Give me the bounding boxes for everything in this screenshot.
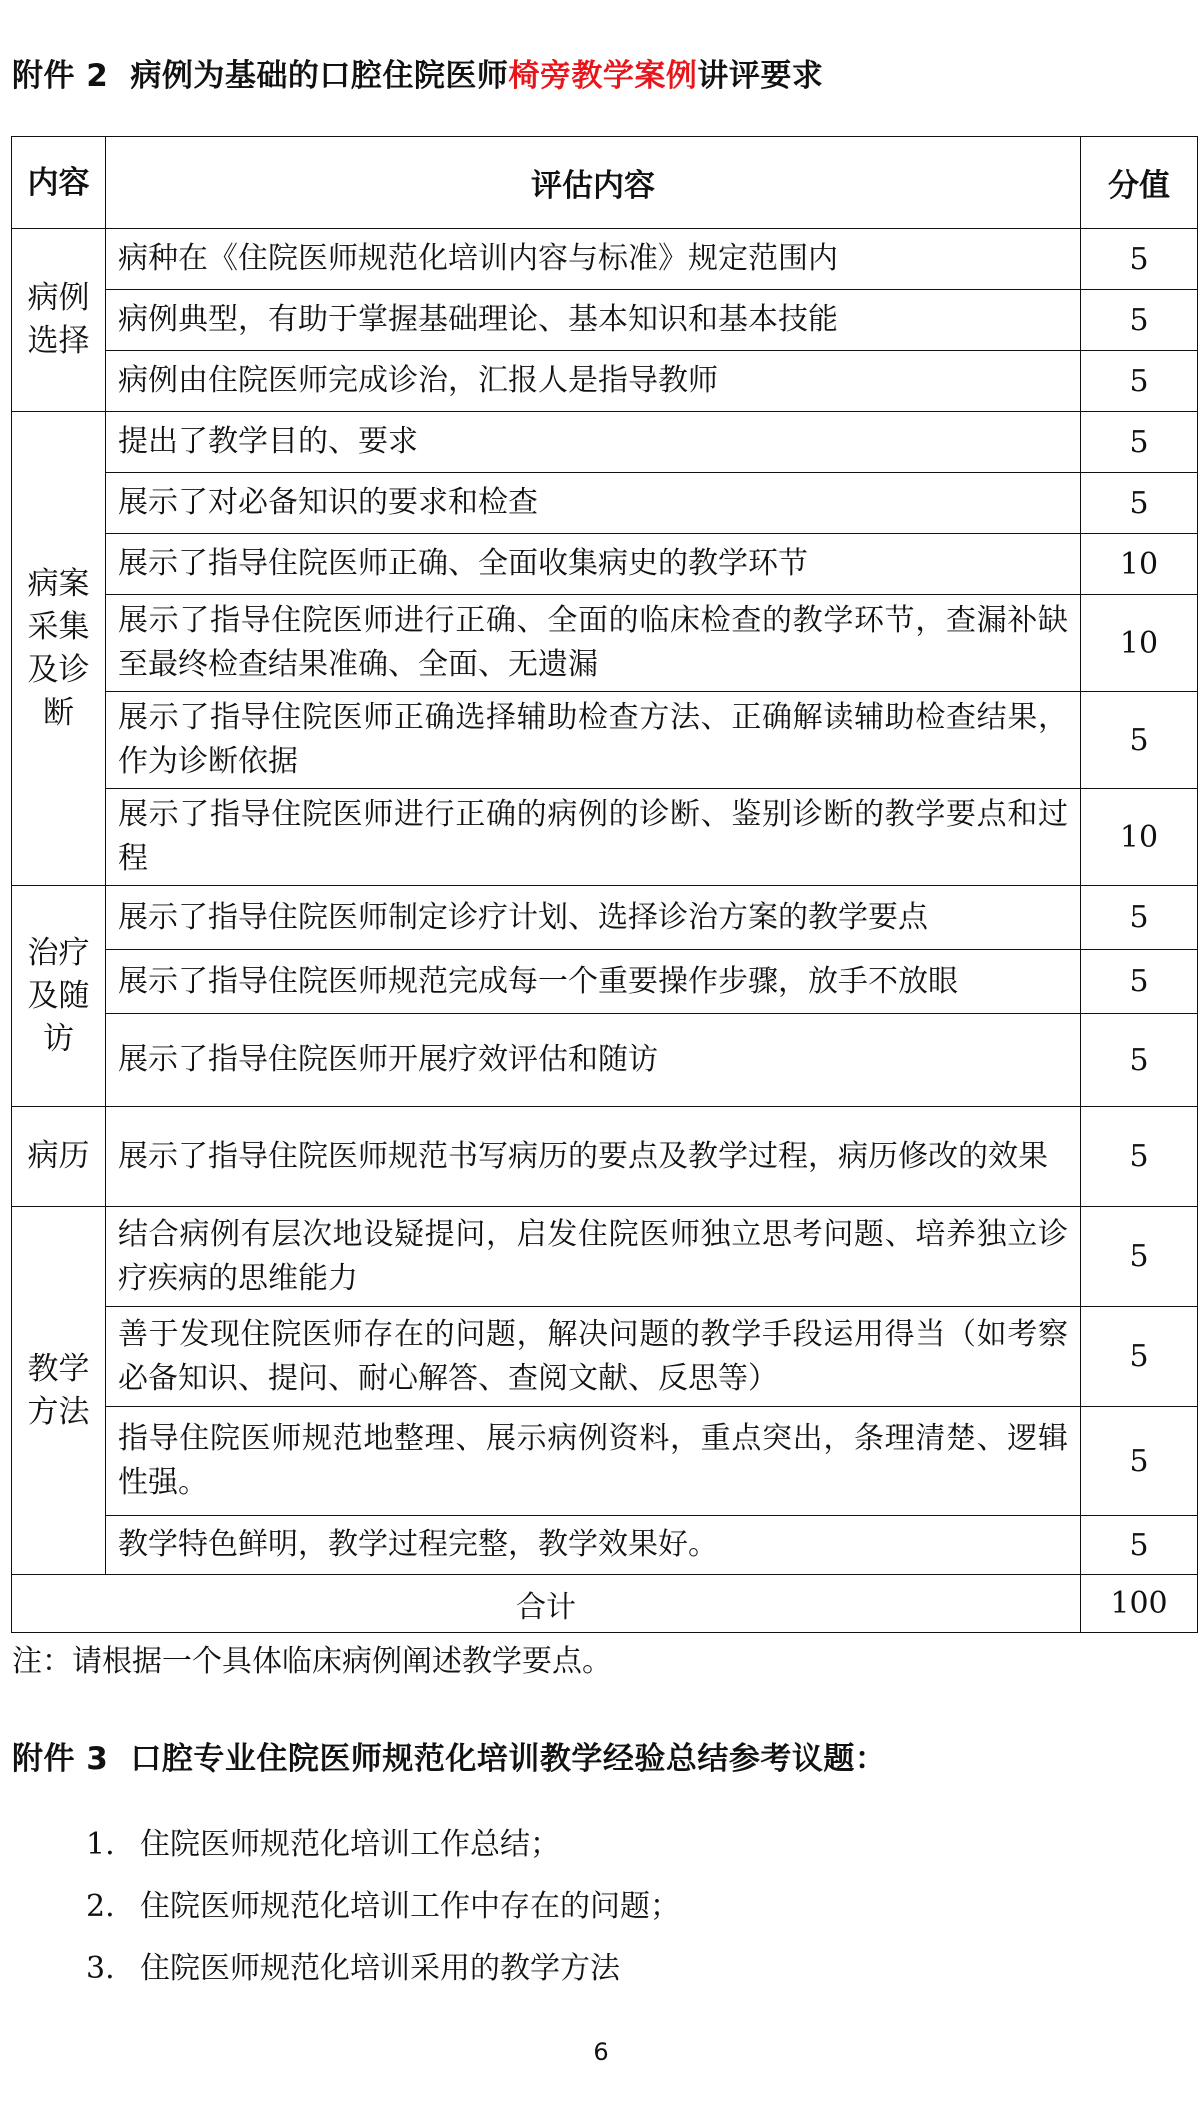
page-number: 6	[593, 2038, 609, 2066]
criteria-score: 10	[1081, 595, 1198, 692]
criteria-score: 5	[1081, 473, 1198, 534]
table-row	[12, 1516, 1198, 1575]
appendix-2-heading	[12, 50, 823, 95]
table-row	[12, 1014, 1198, 1107]
appendix-2-label: 附件 2	[12, 58, 109, 94]
table-row	[12, 692, 1198, 789]
criteria-score: 5	[1081, 1307, 1198, 1407]
criteria-text: 展示了指导住院医师规范书写病历的要点及教学过程，病历修改的效果	[106, 1107, 1081, 1207]
list-item	[86, 1876, 680, 1938]
table-row	[12, 229, 1198, 290]
criteria-text: 展示了指导住院医师开展疗效评估和随访	[106, 1014, 1081, 1107]
criteria-text: 展示了对必备知识的要求和检查	[106, 473, 1081, 534]
criteria-score: 5	[1081, 950, 1198, 1014]
criteria-score: 5	[1081, 1014, 1198, 1107]
table-row	[12, 534, 1198, 595]
list-item	[86, 1814, 680, 1876]
criteria-score: 5	[1081, 412, 1198, 473]
header-content: 评估内容	[106, 137, 1081, 229]
criteria-text: 结合病例有层次地设疑提问，启发住院医师独立思考问题、培养独立诊疗疾病的思维能力	[106, 1207, 1081, 1307]
criteria-text: 展示了指导住院医师规范完成每一个重要操作步骤，放手不放眼	[106, 950, 1081, 1014]
list-item-index: 2.	[86, 1889, 115, 1924]
appendix-2-title-start: 病例为基础的口腔住院医师	[130, 58, 509, 94]
criteria-text: 指导住院医师规范地整理、展示病例资料，重点突出，条理清楚、逻辑性强。	[106, 1407, 1081, 1516]
appendix-3-heading	[12, 1733, 886, 1778]
table-header-row	[12, 137, 1198, 229]
category-treatment-followup: 治疗及随访	[12, 886, 106, 1107]
appendix-3-title: 口腔专业住院医师规范化培训教学经验总结参考议题：	[130, 1741, 887, 1777]
total-label: 合计	[12, 1575, 1081, 1633]
criteria-text: 展示了指导住院医师制定诊疗计划、选择诊治方案的教学要点	[106, 886, 1081, 950]
table-row	[12, 351, 1198, 412]
criteria-text: 教学特色鲜明，教学过程完整，教学效果好。	[106, 1516, 1081, 1575]
criteria-score: 5	[1081, 351, 1198, 412]
criteria-score: 10	[1081, 789, 1198, 886]
table-row	[12, 950, 1198, 1014]
table-row	[12, 1107, 1198, 1207]
list-item-index: 1.	[86, 1827, 115, 1862]
criteria-text: 病种在《住院医师规范化培训内容与标准》规定范围内	[106, 229, 1081, 290]
table-row	[12, 595, 1198, 692]
criteria-text: 展示了指导住院医师进行正确、全面的临床检查的教学环节，查漏补缺至最终检查结果准确、全面、无遗漏	[106, 595, 1081, 692]
table-row	[12, 1407, 1198, 1516]
total-score: 100	[1081, 1575, 1198, 1633]
criteria-score: 5	[1081, 692, 1198, 789]
table-row	[12, 886, 1198, 950]
table-row	[12, 1207, 1198, 1307]
table-row	[12, 412, 1198, 473]
evaluation-table	[11, 136, 1198, 1633]
criteria-text: 展示了指导住院医师进行正确的病例的诊断、鉴别诊断的教学要点和过程	[106, 789, 1081, 886]
criteria-text: 展示了指导住院医师正确、全面收集病史的教学环节	[106, 534, 1081, 595]
table-row	[12, 1307, 1198, 1407]
header-category: 内容	[12, 137, 106, 229]
table-row	[12, 290, 1198, 351]
list-item-index: 3.	[86, 1951, 115, 1986]
table-note: 注：请根据一个具体临床病例阐述教学要点。	[12, 1644, 612, 1679]
appendix-2-title-highlight: 椅旁教学案例	[508, 58, 698, 94]
appendix-2-title-end: 讲评要求	[697, 58, 824, 94]
header-score: 分值	[1081, 137, 1198, 229]
list-item-text: 住院医师规范化培训工作中存在的问题；	[140, 1889, 680, 1924]
topic-list	[86, 1814, 680, 2000]
table-row	[12, 789, 1198, 886]
criteria-score: 5	[1081, 1207, 1198, 1307]
total-row	[12, 1575, 1198, 1633]
criteria-score: 5	[1081, 1407, 1198, 1516]
criteria-score: 10	[1081, 534, 1198, 595]
criteria-text: 展示了指导住院医师正确选择辅助检查方法、正确解读辅助检查结果，作为诊断依据	[106, 692, 1081, 789]
appendix-3-label: 附件 3	[12, 1741, 109, 1777]
criteria-score: 5	[1081, 229, 1198, 290]
list-item	[86, 1938, 680, 2000]
category-teaching-method: 教学方法	[12, 1207, 106, 1575]
criteria-score: 5	[1081, 290, 1198, 351]
criteria-text: 善于发现住院医师存在的问题，解决问题的教学手段运用得当（如考察必备知识、提问、耐心解答、查阅文献、反思等）	[106, 1307, 1081, 1407]
criteria-text: 提出了教学目的、要求	[106, 412, 1081, 473]
category-history-diagnosis: 病案采集及诊断	[12, 412, 106, 886]
criteria-score: 5	[1081, 1516, 1198, 1575]
table-row	[12, 473, 1198, 534]
category-medical-record: 病历	[12, 1107, 106, 1207]
category-case-selection: 病例选择	[12, 229, 106, 412]
criteria-score: 5	[1081, 1107, 1198, 1207]
criteria-text: 病例典型，有助于掌握基础理论、基本知识和基本技能	[106, 290, 1081, 351]
criteria-text: 病例由住院医师完成诊治，汇报人是指导教师	[106, 351, 1081, 412]
criteria-score: 5	[1081, 886, 1198, 950]
list-item-text: 住院医师规范化培训工作总结；	[140, 1827, 560, 1862]
list-item-text: 住院医师规范化培训采用的教学方法	[140, 1951, 620, 1986]
